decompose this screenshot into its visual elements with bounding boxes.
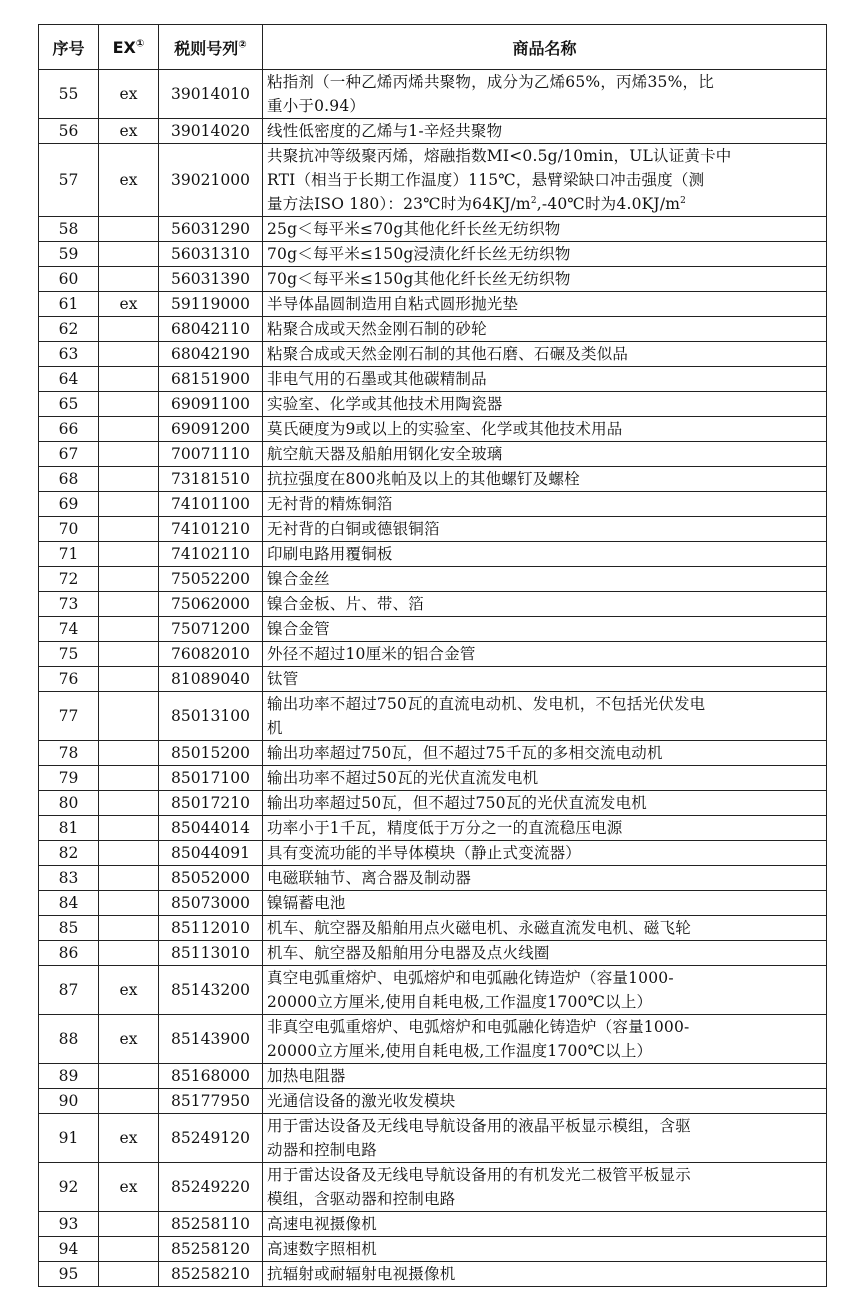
row-name-line: 镍合金管 — [267, 620, 330, 638]
row-name-line: 无衬背的白铜或德银铜箔 — [267, 520, 440, 538]
table-row — [39, 791, 827, 816]
row-ex: ex — [99, 292, 159, 317]
row-ex — [99, 816, 159, 841]
row-name — [263, 217, 827, 242]
row-name-line: 非真空电弧重熔炉、电弧熔炉和电弧融化铸造炉（容量1000- — [267, 1018, 690, 1036]
row-code: 85249220 — [159, 1163, 263, 1212]
row-name-line: 用于雷达设备及无线电导航设备用的有机发光二极管平板显示 — [267, 1166, 691, 1184]
row-name-line: 航空航天器及船舶用钢化安全玻璃 — [267, 445, 503, 463]
row-ex: ex — [99, 1163, 159, 1212]
row-code: 56031390 — [159, 267, 263, 292]
table-row — [39, 966, 827, 1015]
row-name-line: 输出功率超过50瓦，但不超过750瓦的光伏直流发电机 — [267, 794, 648, 812]
row-name-line: 粘聚合成或天然金刚石制的砂轮 — [267, 320, 487, 338]
row-code: 39014010 — [159, 70, 263, 119]
row-name — [263, 816, 827, 841]
row-name — [263, 417, 827, 442]
header-ex — [99, 25, 159, 70]
row-name-line: 无衬背的精炼铜箔 — [267, 495, 393, 513]
row-ex — [99, 442, 159, 467]
row-name-line: 镍镉蓄电池 — [267, 894, 346, 912]
row-name-line: 70g＜每平米≤150g其他化纤长丝无纺织物 — [267, 270, 571, 288]
table-row — [39, 1114, 827, 1163]
row-name-line: 机 — [267, 719, 283, 737]
row-ex: ex — [99, 70, 159, 119]
row-seq: 77 — [39, 692, 99, 741]
row-seq: 94 — [39, 1237, 99, 1262]
row-ex — [99, 667, 159, 692]
row-name — [263, 367, 827, 392]
row-ex — [99, 866, 159, 891]
row-seq: 86 — [39, 941, 99, 966]
row-code: 85143900 — [159, 1015, 263, 1064]
row-seq: 75 — [39, 642, 99, 667]
row-ex — [99, 841, 159, 866]
row-ex — [99, 1064, 159, 1089]
row-seq: 55 — [39, 70, 99, 119]
row-name-line: 粘聚合成或天然金刚石制的其他石磨、石碾及类似品 — [267, 345, 629, 363]
row-name — [263, 267, 827, 292]
row-name — [263, 442, 827, 467]
row-code: 56031310 — [159, 242, 263, 267]
row-name-line: 20000立方厘米,使用自耗电极,工作温度1700℃以上） — [267, 1042, 653, 1060]
row-code: 74101210 — [159, 517, 263, 542]
table-row — [39, 1089, 827, 1114]
row-ex: ex — [99, 144, 159, 217]
row-ex: ex — [99, 966, 159, 1015]
row-code: 68042190 — [159, 342, 263, 367]
row-seq: 83 — [39, 866, 99, 891]
row-seq: 80 — [39, 791, 99, 816]
row-seq: 78 — [39, 741, 99, 766]
row-name — [263, 741, 827, 766]
table-row — [39, 692, 827, 741]
row-code: 81089040 — [159, 667, 263, 692]
superscript-2: 2 — [530, 195, 537, 206]
row-name-line: 线性低密度的乙烯与1-辛烃共聚物 — [267, 122, 503, 140]
row-ex: ex — [99, 1015, 159, 1064]
table-row — [39, 367, 827, 392]
row-name-line: 钛管 — [267, 670, 299, 688]
header-code-label: 税则号列 — [174, 38, 239, 58]
row-seq: 66 — [39, 417, 99, 442]
row-name-line: 电磁联轴节、离合器及制动器 — [267, 869, 472, 887]
row-name-line: 具有变流功能的半导体模块（静止式变流器） — [267, 844, 582, 862]
row-seq: 69 — [39, 492, 99, 517]
row-seq: 63 — [39, 342, 99, 367]
row-name — [263, 1237, 827, 1262]
row-code: 70071110 — [159, 442, 263, 467]
row-name — [263, 692, 827, 741]
row-code: 69091100 — [159, 392, 263, 417]
row-ex — [99, 542, 159, 567]
table-row — [39, 617, 827, 642]
row-code: 85249120 — [159, 1114, 263, 1163]
row-code: 85044091 — [159, 841, 263, 866]
row-name-line: 高速数字照相机 — [267, 1240, 377, 1258]
table-row — [39, 766, 827, 791]
table-row — [39, 417, 827, 442]
row-name — [263, 542, 827, 567]
row-seq: 71 — [39, 542, 99, 567]
row-code: 85258210 — [159, 1262, 263, 1287]
header-seq — [39, 25, 99, 70]
row-name — [263, 941, 827, 966]
table-row — [39, 1237, 827, 1262]
row-name-line: 真空电弧重熔炉、电弧熔炉和电弧融化铸造炉（容量1000- — [267, 969, 674, 987]
row-seq: 92 — [39, 1163, 99, 1212]
row-ex — [99, 1262, 159, 1287]
row-code: 75071200 — [159, 617, 263, 642]
table-row — [39, 941, 827, 966]
row-name — [263, 916, 827, 941]
row-name — [263, 242, 827, 267]
row-code: 85017210 — [159, 791, 263, 816]
row-seq: 91 — [39, 1114, 99, 1163]
superscript-2: 2 — [680, 195, 687, 206]
row-name — [263, 342, 827, 367]
row-ex — [99, 342, 159, 367]
row-code: 76082010 — [159, 642, 263, 667]
row-ex — [99, 766, 159, 791]
row-name-line: 重小于0.94） — [267, 97, 366, 115]
row-name-line: 机车、航空器及船舶用分电器及点火线圈 — [267, 944, 550, 962]
row-name-line: 输出功率超过750瓦，但不超过75千瓦的多相交流电动机 — [267, 744, 663, 762]
row-ex — [99, 392, 159, 417]
row-name-line: 量方法ISO 180）：23℃时为$64KJ/m^2,-40℃$时为$4.0KJ/m^2$ — [267, 195, 687, 213]
row-seq: 57 — [39, 144, 99, 217]
row-name — [263, 1114, 827, 1163]
row-seq: 81 — [39, 816, 99, 841]
row-seq: 61 — [39, 292, 99, 317]
table-row — [39, 1212, 827, 1237]
table-row — [39, 567, 827, 592]
table-row — [39, 891, 827, 916]
row-ex — [99, 642, 159, 667]
row-name-line: 加热电阻器 — [267, 1067, 346, 1085]
row-name — [263, 1015, 827, 1064]
row-code: 73181510 — [159, 467, 263, 492]
row-name — [263, 766, 827, 791]
row-code: 74102110 — [159, 542, 263, 567]
row-ex — [99, 891, 159, 916]
row-name-line: 模组，含驱动器和控制电路 — [267, 1190, 456, 1208]
row-ex — [99, 916, 159, 941]
row-name — [263, 617, 827, 642]
row-seq: 85 — [39, 916, 99, 941]
row-code: 85113010 — [159, 941, 263, 966]
row-name — [263, 1163, 827, 1212]
row-ex — [99, 1237, 159, 1262]
header-ex-label: EX — [112, 37, 136, 57]
row-name — [263, 1064, 827, 1089]
table-row — [39, 667, 827, 692]
row-seq: 88 — [39, 1015, 99, 1064]
row-code: 69091200 — [159, 417, 263, 442]
row-seq: 73 — [39, 592, 99, 617]
row-ex — [99, 417, 159, 442]
header-seq-label: 序号 — [52, 38, 85, 58]
header-name-label: 商品名称 — [512, 38, 577, 58]
row-code: 85015200 — [159, 741, 263, 766]
row-ex — [99, 367, 159, 392]
row-seq: 67 — [39, 442, 99, 467]
row-seq: 93 — [39, 1212, 99, 1237]
row-ex — [99, 517, 159, 542]
table-row — [39, 442, 827, 467]
row-code: 85258120 — [159, 1237, 263, 1262]
row-name-line: 25g＜每平米≤70g其他化纤长丝无纺织物 — [267, 220, 561, 238]
row-name — [263, 1262, 827, 1287]
table-row — [39, 916, 827, 941]
row-ex: ex — [99, 1114, 159, 1163]
table-row — [39, 467, 827, 492]
row-name-line: 抗辐射或耐辐射电视摄像机 — [267, 1265, 456, 1283]
table-row — [39, 1064, 827, 1089]
row-name — [263, 467, 827, 492]
row-code: 85177950 — [159, 1089, 263, 1114]
table-row — [39, 217, 827, 242]
row-name-line: 实验室、化学或其他技术用陶瓷器 — [267, 395, 503, 413]
row-name — [263, 866, 827, 891]
row-name-line: 镍合金丝 — [267, 570, 330, 588]
row-code: 85258110 — [159, 1212, 263, 1237]
row-name — [263, 667, 827, 692]
row-name-line: 非电气用的石墨或其他碳精制品 — [267, 370, 487, 388]
row-ex — [99, 741, 159, 766]
table-body — [39, 70, 827, 1287]
table-row — [39, 841, 827, 866]
row-name-line: RTI（相当于长期工作温度）115℃，悬臂梁缺口冲击强度（测 — [267, 171, 705, 189]
row-code: 85112010 — [159, 916, 263, 941]
row-name-line: 莫氏硬度为9或以上的实验室、化学或其他技术用品 — [267, 420, 623, 438]
row-name-line: 输出功率不超过750瓦的直流电动机、发电机，不包括光伏发电 — [267, 695, 706, 713]
row-code: 39021000 — [159, 144, 263, 217]
table-header — [39, 25, 827, 70]
row-code: 56031290 — [159, 217, 263, 242]
row-name — [263, 1089, 827, 1114]
row-seq: 62 — [39, 317, 99, 342]
row-name — [263, 891, 827, 916]
row-name — [263, 966, 827, 1015]
row-ex — [99, 617, 159, 642]
row-code: 85052000 — [159, 866, 263, 891]
row-seq: 65 — [39, 392, 99, 417]
row-name-line: 抗拉强度在800兆帕及以上的其他螺钉及螺栓 — [267, 470, 580, 488]
row-ex: ex — [99, 119, 159, 144]
row-name-line: 光通信设备的激光收发模块 — [267, 1092, 456, 1110]
row-name-line: 共聚抗冲等级聚丙烯，熔融指数MI<0.5g/10min，UL认证黄卡中 — [267, 147, 732, 165]
row-ex — [99, 467, 159, 492]
row-name — [263, 70, 827, 119]
table-row — [39, 70, 827, 119]
row-seq: 56 — [39, 119, 99, 144]
header-ex-footnote: ① — [135, 38, 145, 50]
row-name — [263, 492, 827, 517]
row-code: 85143200 — [159, 966, 263, 1015]
row-seq: 74 — [39, 617, 99, 642]
row-name — [263, 119, 827, 144]
table-row — [39, 741, 827, 766]
row-code: 68042110 — [159, 317, 263, 342]
row-name-line: 镍合金板、片、带、箔 — [267, 595, 425, 613]
header-code-footnote: ② — [238, 39, 247, 51]
table-row — [39, 242, 827, 267]
row-code: 85168000 — [159, 1064, 263, 1089]
row-seq: 87 — [39, 966, 99, 1015]
row-code: 85044014 — [159, 816, 263, 841]
row-seq: 84 — [39, 891, 99, 916]
row-seq: 79 — [39, 766, 99, 791]
row-name-line: 20000立方厘米,使用自耗电极,工作温度1700℃以上） — [267, 993, 653, 1011]
row-seq: 76 — [39, 667, 99, 692]
row-name — [263, 392, 827, 417]
row-code: 75052200 — [159, 567, 263, 592]
row-seq: 89 — [39, 1064, 99, 1089]
row-name — [263, 567, 827, 592]
row-name — [263, 642, 827, 667]
row-name-line: 动器和控制电路 — [267, 1141, 377, 1159]
row-ex — [99, 1212, 159, 1237]
row-name — [263, 144, 827, 217]
table-row — [39, 1015, 827, 1064]
row-code: 85013100 — [159, 692, 263, 741]
row-name — [263, 841, 827, 866]
row-name-line: 用于雷达设备及无线电导航设备用的液晶平板显示模组，含驱 — [267, 1117, 691, 1135]
row-name — [263, 592, 827, 617]
table-row — [39, 392, 827, 417]
row-name — [263, 517, 827, 542]
table-row — [39, 642, 827, 667]
table-row — [39, 1163, 827, 1212]
row-code: 74101100 — [159, 492, 263, 517]
row-code: 75062000 — [159, 592, 263, 617]
row-name — [263, 791, 827, 816]
table-row — [39, 517, 827, 542]
row-ex — [99, 317, 159, 342]
row-name — [263, 292, 827, 317]
table-row — [39, 592, 827, 617]
row-seq: 64 — [39, 367, 99, 392]
row-name-line: 高速电视摄像机 — [267, 1215, 377, 1233]
row-seq: 70 — [39, 517, 99, 542]
row-name-line: 印刷电路用覆铜板 — [267, 545, 393, 563]
table-row — [39, 119, 827, 144]
row-ex — [99, 1089, 159, 1114]
row-seq: 95 — [39, 1262, 99, 1287]
row-code: 59119000 — [159, 292, 263, 317]
row-name — [263, 317, 827, 342]
table-row — [39, 267, 827, 292]
row-seq: 60 — [39, 267, 99, 292]
row-code: 68151900 — [159, 367, 263, 392]
row-code: 85017100 — [159, 766, 263, 791]
table-row — [39, 816, 827, 841]
row-name — [263, 1212, 827, 1237]
row-name-line: 外径不超过10厘米的铝合金管 — [267, 645, 476, 663]
row-name-line: 半导体晶圆制造用自粘式圆形抛光垫 — [267, 295, 519, 313]
row-ex — [99, 592, 159, 617]
tariff-table — [38, 24, 827, 1287]
row-ex — [99, 217, 159, 242]
row-seq: 68 — [39, 467, 99, 492]
row-name-line: 功率小于1千瓦，精度低于万分之一的直流稳压电源 — [267, 819, 623, 837]
row-name-line: 机车、航空器及船舶用点火磁电机、永磁直流发电机、磁飞轮 — [267, 919, 691, 937]
row-ex — [99, 492, 159, 517]
table-row — [39, 342, 827, 367]
row-name-line: 70g＜每平米≤150g浸渍化纤长丝无纺织物 — [267, 245, 571, 263]
table-row — [39, 317, 827, 342]
table-row — [39, 866, 827, 891]
table-row — [39, 292, 827, 317]
table-row — [39, 542, 827, 567]
table-row — [39, 492, 827, 517]
header-name — [263, 25, 827, 70]
row-ex — [99, 791, 159, 816]
row-ex — [99, 941, 159, 966]
row-seq: 72 — [39, 567, 99, 592]
row-seq: 58 — [39, 217, 99, 242]
row-ex — [99, 267, 159, 292]
row-code: 39014020 — [159, 119, 263, 144]
row-seq: 59 — [39, 242, 99, 267]
header-code — [159, 25, 263, 70]
row-ex — [99, 242, 159, 267]
table-row — [39, 1262, 827, 1287]
row-seq: 82 — [39, 841, 99, 866]
row-name-line: 输出功率不超过50瓦的光伏直流发电机 — [267, 769, 539, 787]
row-code: 85073000 — [159, 891, 263, 916]
row-ex — [99, 567, 159, 592]
row-ex — [99, 692, 159, 741]
header-row — [39, 25, 827, 70]
row-name-line: 粘指剂（一种乙烯丙烯共聚物，成分为乙烯65%，丙烯35%，比 — [267, 73, 714, 91]
row-seq: 90 — [39, 1089, 99, 1114]
table-row — [39, 144, 827, 217]
